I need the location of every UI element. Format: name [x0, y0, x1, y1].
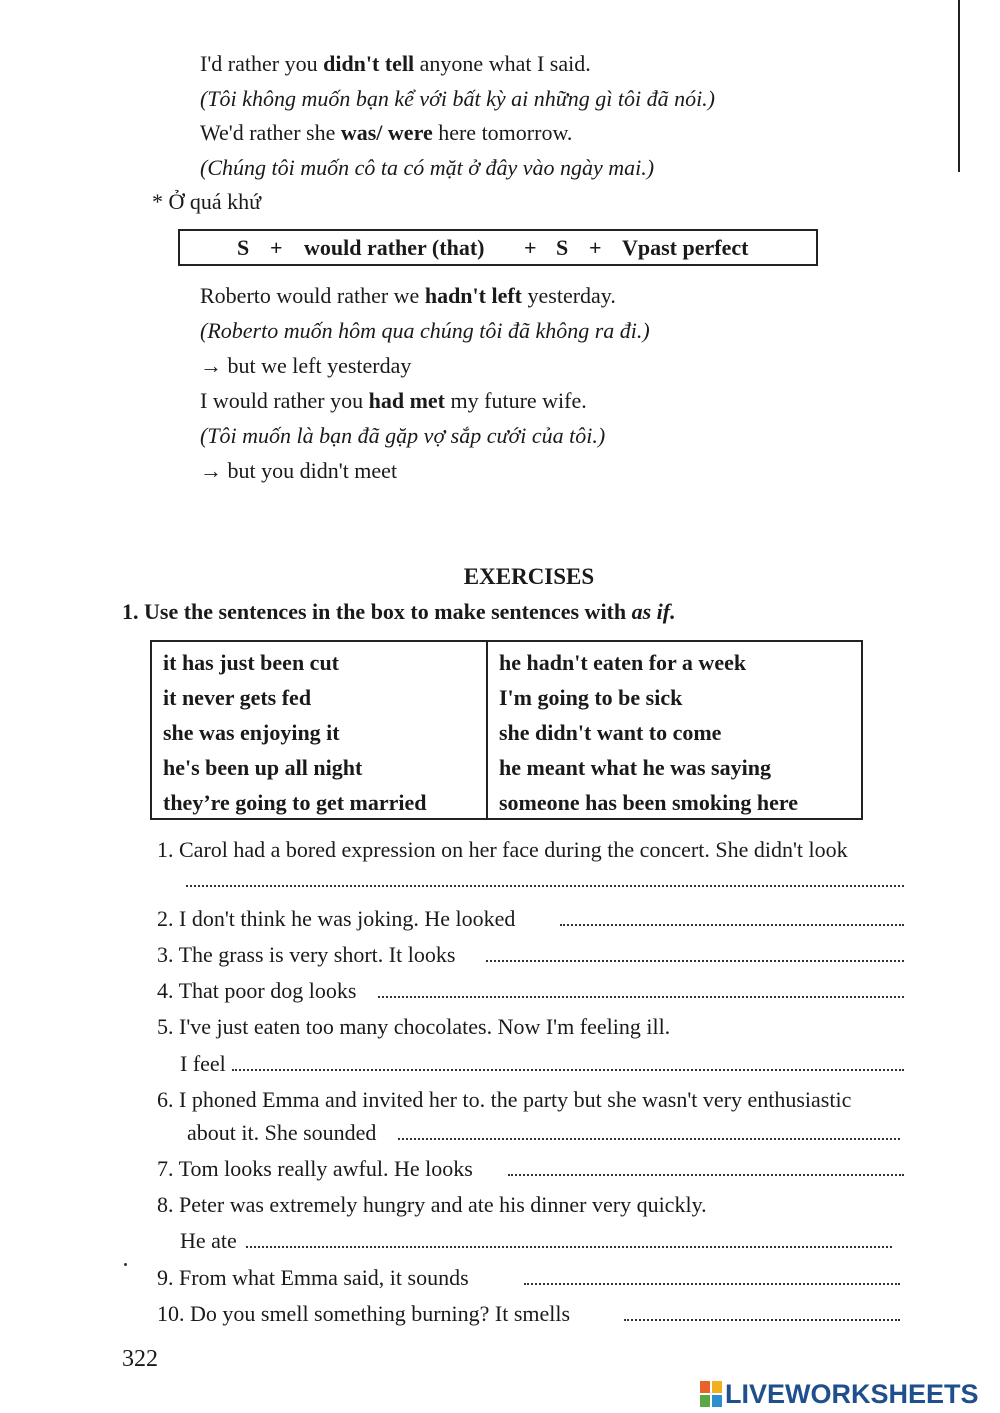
page-number: 322 [122, 1346, 158, 1372]
sentence-box [150, 640, 863, 820]
formula-would-rather: would rather (that) [304, 235, 485, 260]
example-translation: (Chúng tôi muốn cô ta có mặt ở đây vào ngày mai.) [200, 155, 655, 180]
answer-line-8[interactable] [246, 1246, 892, 1248]
grammar-formula-box [178, 229, 818, 266]
box-phrase: I'm going to be sick [499, 685, 683, 710]
answer-line-6[interactable] [398, 1138, 900, 1140]
example-sentence: We'd rather she was/ were here tomorrow. [200, 120, 573, 145]
question-9: 9. From what Emma said, it sounds [157, 1265, 469, 1290]
example-sentence: I would rather you had met my future wife. [200, 388, 587, 413]
answer-line-10[interactable] [624, 1319, 900, 1321]
margin-rule [958, 0, 960, 172]
question-4: 4. That poor dog looks [157, 978, 357, 1003]
question-5: 5. I've just eaten too many chocolates. Now I'm feeling ill. [157, 1014, 671, 1039]
answer-line-9[interactable] [524, 1283, 900, 1285]
example-note: → but we left yesterday [200, 353, 412, 378]
question-6: 6. I phoned Emma and invited her to. the party but she wasn't very enthusiastic [157, 1087, 852, 1112]
box-phrase: he hadn't eaten for a week [499, 650, 747, 675]
box-divider [486, 642, 488, 818]
example-translation: (Tôi muốn là bạn đã gặp vợ sắp cưới của tôi.) [200, 423, 606, 448]
box-phrase: she didn't want to come [499, 720, 722, 745]
question-8: 8. Peter was extremely hungry and ate his dinner very quickly. [157, 1192, 707, 1217]
exercise-instruction: 1. Use the sentences in the box to make sentences with as if. [122, 599, 676, 624]
example-translation: (Roberto muốn hôm qua chúng tôi đã không ra đi.) [200, 318, 650, 343]
formula-plus: + [589, 235, 602, 260]
formula-plus: + [270, 235, 283, 260]
box-phrase: someone has been smoking here [499, 790, 799, 815]
example-translation: (Tôi không muốn bạn kể với bất kỳ ai những gì tôi đã nói.) [200, 86, 716, 111]
answer-line-5[interactable] [232, 1069, 904, 1071]
answer-line-4[interactable] [378, 996, 904, 998]
print-speck [124, 1263, 127, 1266]
box-phrase: it never gets fed [163, 685, 312, 710]
formula-plus: + [524, 235, 537, 260]
formula-verb: Vpast perfect [622, 235, 749, 260]
answer-line-1[interactable] [186, 885, 904, 887]
question-3: 3. The grass is very short. It looks [157, 942, 456, 967]
liveworksheets-logo-text: LIVEWORKSHEETS [725, 1379, 979, 1409]
answer-line-2[interactable] [560, 924, 904, 926]
formula-subject: S [237, 235, 250, 260]
question-7: 7. Tom looks really awful. He looks [157, 1156, 473, 1181]
box-phrase: he's been up all night [163, 755, 363, 780]
question-1: 1. Carol had a bored expression on her face during the concert. She didn't look [157, 837, 848, 862]
example-sentence: I'd rather you didn't tell anyone what I said. [200, 51, 591, 76]
box-phrase: they’re going to get married [163, 790, 427, 815]
question-8-prompt: He ate [180, 1228, 237, 1253]
question-5-prompt: I feel [180, 1051, 226, 1076]
liveworksheets-logo-icon [700, 1381, 722, 1407]
answer-line-7[interactable] [508, 1174, 904, 1176]
question-10: 10. Do you smell something burning? It smells [157, 1301, 571, 1326]
box-phrase: it has just been cut [163, 650, 340, 675]
formula-subject: S [556, 235, 569, 260]
box-phrase: he meant what he was saying [499, 755, 771, 780]
example-sentence: Roberto would rather we hadn't left yesterday. [200, 283, 616, 308]
past-heading: * Ở quá khứ [152, 189, 262, 214]
answer-line-3[interactable] [486, 960, 904, 962]
exercises-title: EXERCISES [463, 564, 595, 589]
question-2: 2. I don't think he was joking. He looked [157, 906, 516, 931]
box-phrase: she was enjoying it [163, 720, 340, 745]
question-6-prompt: about it. She sounded [187, 1120, 377, 1145]
example-note: → but you didn't meet [200, 458, 398, 483]
